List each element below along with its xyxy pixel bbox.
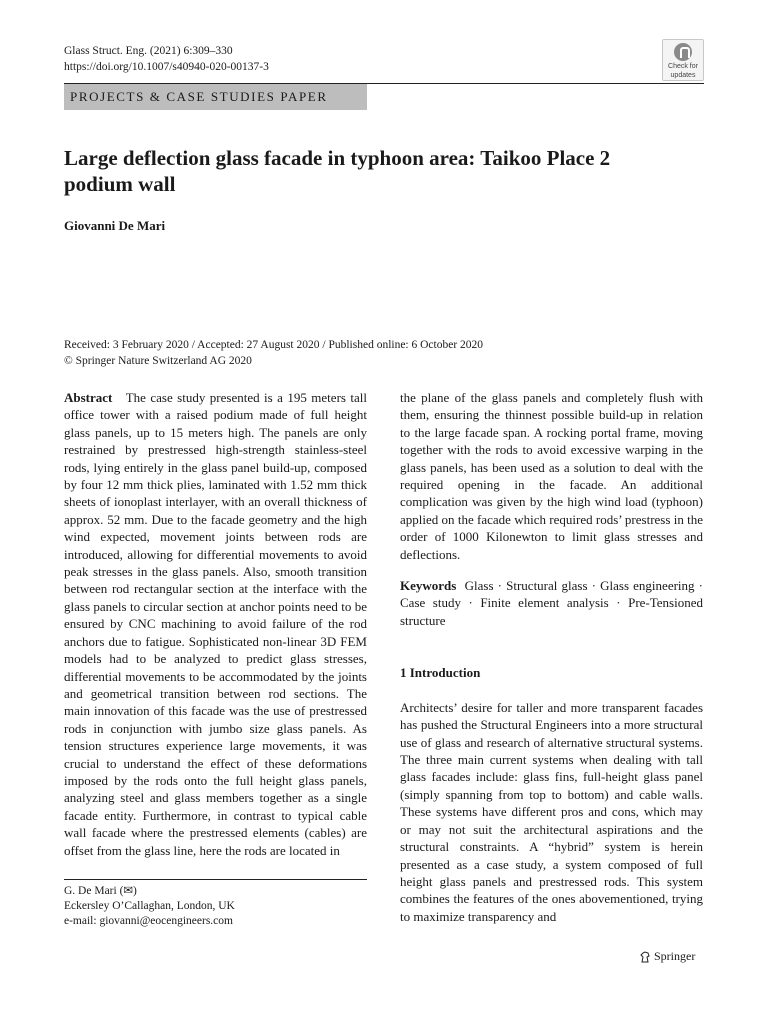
affiliation-name: G. De Mari (✉) <box>64 885 137 897</box>
abstract-text-right: the plane of the glass panels and completely flush with them, ensuring the thinnest possible build-up in relation to the large facade span. A rocking portal frame, moving together with the rods to avoid excessive warping in the glass panels, has been used as a solution to deal with the required opening in the facade. An additional complication was given by the high wind load (typhoon) applied on the facade which required rods’ prestress in the order of 1000 Kilonewton to limit glass stresses and deflections. <box>400 390 703 562</box>
journal-citation: Glass Struct. Eng. (2021) 6:309–330 <box>64 45 233 57</box>
affiliation-org: Eckersley O’Callaghan, London, UK <box>64 900 235 912</box>
check-updates-line2: updates <box>670 72 696 79</box>
section-heading-introduction: 1 Introduction <box>400 665 481 681</box>
left-column <box>64 389 367 859</box>
article-title: Large deflection glass facade in typhoon area: Taikoo Place 2 podium wall <box>64 146 611 196</box>
check-updates-line1: Check for <box>668 63 698 70</box>
abstract-text-left: The case study presented is a 195 meters tall office tower with a raised podium made of full height glass panels, up to 15 meters high. The panels are only restrained by prestressed high-strength stainless-steel rods, lying entirely in the glass panel build-up, composed by four 12 mm thick plies, laminated with 1.52 mm thick sheets of ionoplast interlayer, with an overall thickness of approx. 52 mm. Due to the facade geometry and the high wind expected, movement joints between rods are introduced, allowing for differential movements to avoid peak stresses in the glass panels. Also, smooth transition between rod rectangular section at the interface with the glass panels to circular section at anchor points need to be ensured by CNC machining to avoid failure of the rod anchors due to fatigue. Sophisticated non-linear 3D FEM models had to be analyzed to predict glass stresses, differential movements to be accommodated by the joints and geometrical transition between rod sections. The main innovation of this facade was the use of prestressed rods in conjunction with jumbo size glass panels. As tension structures experience large movements, it was crucial to understand the effect of these deformations imposed by the rods onto the full height glass panels, analyzing steel and glass members together as a single facade entity. Furthermore, in contrast to typical cable wall facade where the prestressed elements (cables) are offset from the glass line, here the rods are located in <box>64 390 368 858</box>
publisher-logo <box>640 949 695 964</box>
abstract-label: Abstract <box>64 390 113 405</box>
springer-horse-icon <box>640 951 650 963</box>
abstract-paragraph <box>64 389 367 859</box>
keywords-paragraph <box>400 577 703 629</box>
publication-dates <box>64 337 704 369</box>
publisher-name: Springer <box>654 949 696 963</box>
copyright-line: © Springer Nature Switzerland AG 2020 <box>64 355 252 367</box>
author-affiliation <box>64 884 235 929</box>
keywords-text: Glass · Structural glass · Glass engineering · Case study · Finite element analysis · Pre-Tensioned structure <box>400 578 703 628</box>
affiliation-email[interactable]: e-mail: giovanni@eocengineers.com <box>64 915 233 927</box>
introduction-text: Architects’ desire for taller and more transparent facades has pushed the Structural Engineers into a more structural use of glass and research of alternative structural systems. The three main current systems when dealing with tall glass facades include: glass fins, full-height glass panel (simply spanning from top to bottom) and cable walls. These systems have different pros and cons, which may or may not suit the architectural aspirations and the structural constraints. A “hybrid” system is herein presented as a case study, a system composed of full height glass panels and prestressed rods. This system combines the features of the ones abovementioned, trying to maximize transparency and <box>400 699 703 924</box>
right-column <box>400 389 703 925</box>
journal-header <box>64 43 269 75</box>
author-name: Giovanni De Mari <box>64 218 166 233</box>
bookmark-icon <box>674 43 692 61</box>
doi-link[interactable]: https://doi.org/10.1007/s40940-020-00137-3 <box>64 61 269 73</box>
keywords-label: Keywords <box>400 578 457 594</box>
footnote-rule <box>64 879 367 880</box>
dates-line: Received: 3 February 2020 / Accepted: 27 August 2020 / Published online: 6 October 2020 <box>64 339 484 351</box>
check-for-updates-badge[interactable] <box>662 39 704 81</box>
article-category: PROJECTS & CASE STUDIES PAPER <box>64 84 367 110</box>
